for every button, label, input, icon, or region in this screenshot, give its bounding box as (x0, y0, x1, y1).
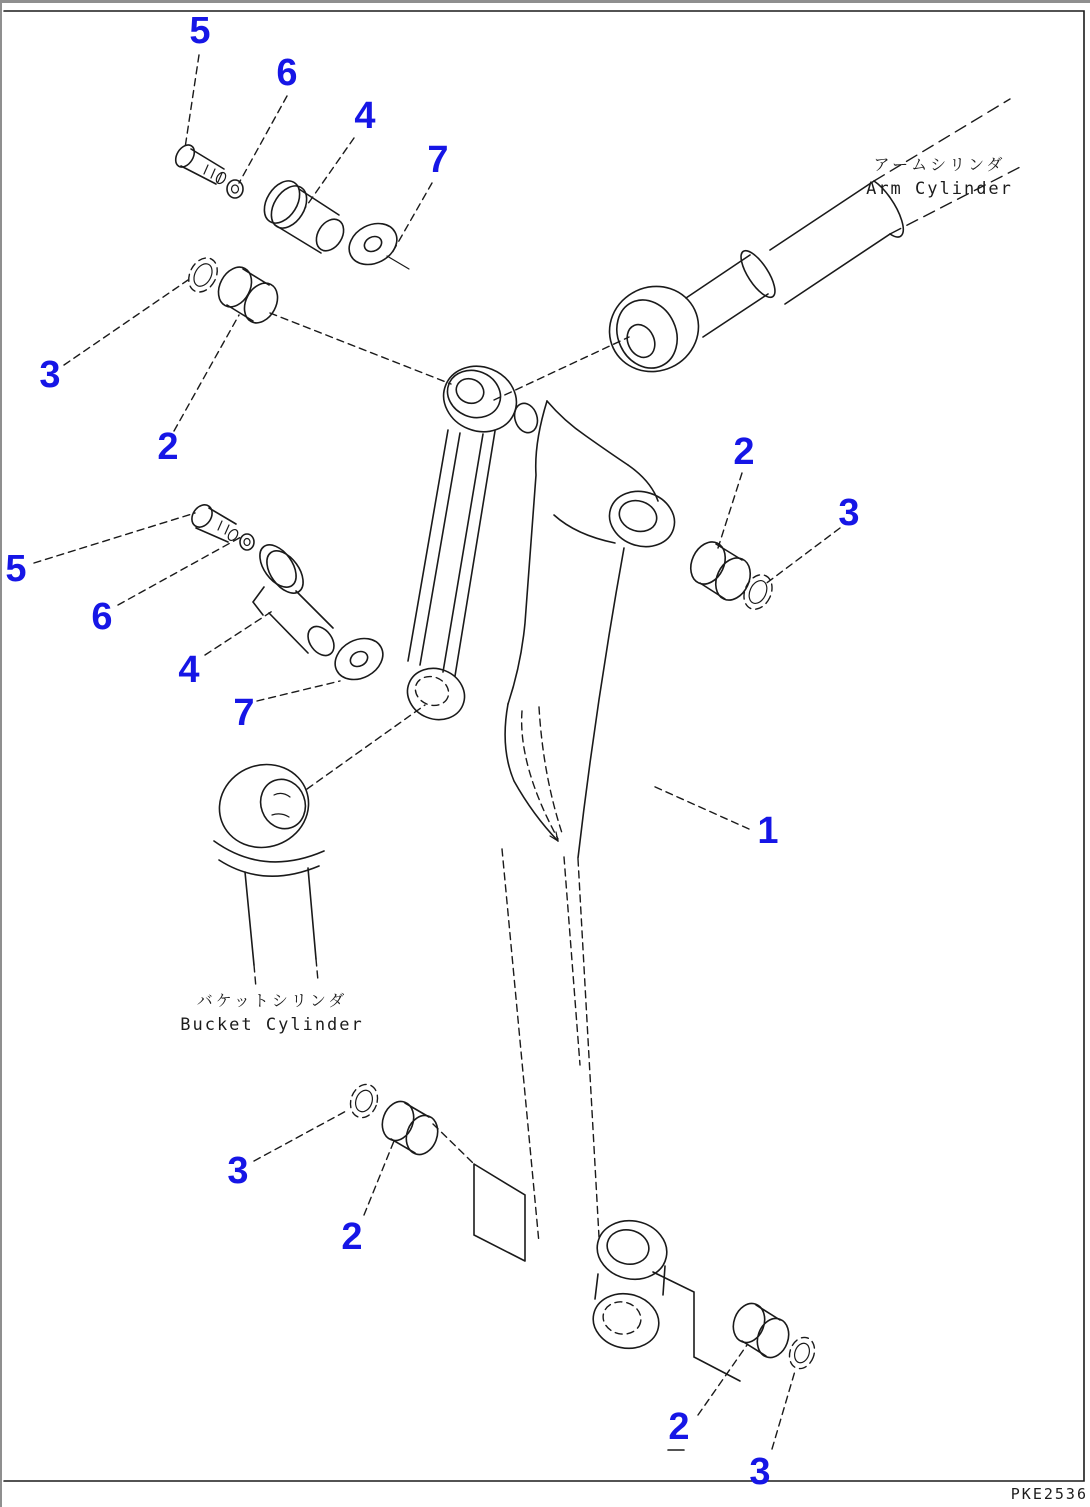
callout-2-bottom-right: 2 (668, 1406, 690, 1448)
callout-2-right: 2 (733, 431, 755, 473)
drawing-frame (4, 11, 1084, 1481)
callout-7-middle: 7 (233, 692, 255, 734)
bushing-group-bottom-left (346, 1081, 443, 1159)
callout-4-top: 4 (354, 95, 376, 137)
callout-2-bottom-left: 2 (341, 1216, 363, 1258)
link-drawing (400, 355, 541, 728)
pin-group-top (172, 142, 409, 273)
arm-cylinder-label-jp: アームシリンダ (873, 155, 1006, 174)
callout-3-bottom-left: 3 (227, 1150, 249, 1192)
callout-3-left: 3 (39, 354, 61, 396)
drawing-number: PKE2536 (1010, 1485, 1088, 1503)
callout-7-top: 7 (427, 139, 449, 181)
callout-2-left: 2 (157, 426, 179, 468)
callout-6-top: 6 (276, 52, 298, 94)
diagram-canvas (2, 3, 1090, 1507)
callout-3-right: 3 (838, 492, 860, 534)
bushing-group-bottom-right (728, 1299, 819, 1372)
arm-cylinder-label-en: Arm Cylinder (866, 179, 1013, 199)
callout-1-arm: 1 (757, 810, 779, 852)
callout-5-middle: 5 (5, 548, 27, 590)
bucket-cylinder-label-jp: バケットシリンダ (196, 991, 348, 1010)
bucket-cylinder-label-en: Bucket Cylinder (180, 1015, 364, 1035)
callout-3-bottom-right: 3 (749, 1451, 771, 1493)
leader-lines (34, 55, 840, 1450)
callout-4-middle: 4 (178, 649, 200, 691)
bucket-cylinder-drawing (208, 752, 324, 988)
bushing-group-left (183, 253, 284, 329)
bushing-group-right (684, 536, 777, 614)
pin-group-middle (188, 501, 390, 688)
callout-5-top: 5 (189, 10, 211, 52)
callout-6-middle: 6 (91, 596, 113, 638)
arm-cylinder-drawing (595, 99, 1024, 386)
